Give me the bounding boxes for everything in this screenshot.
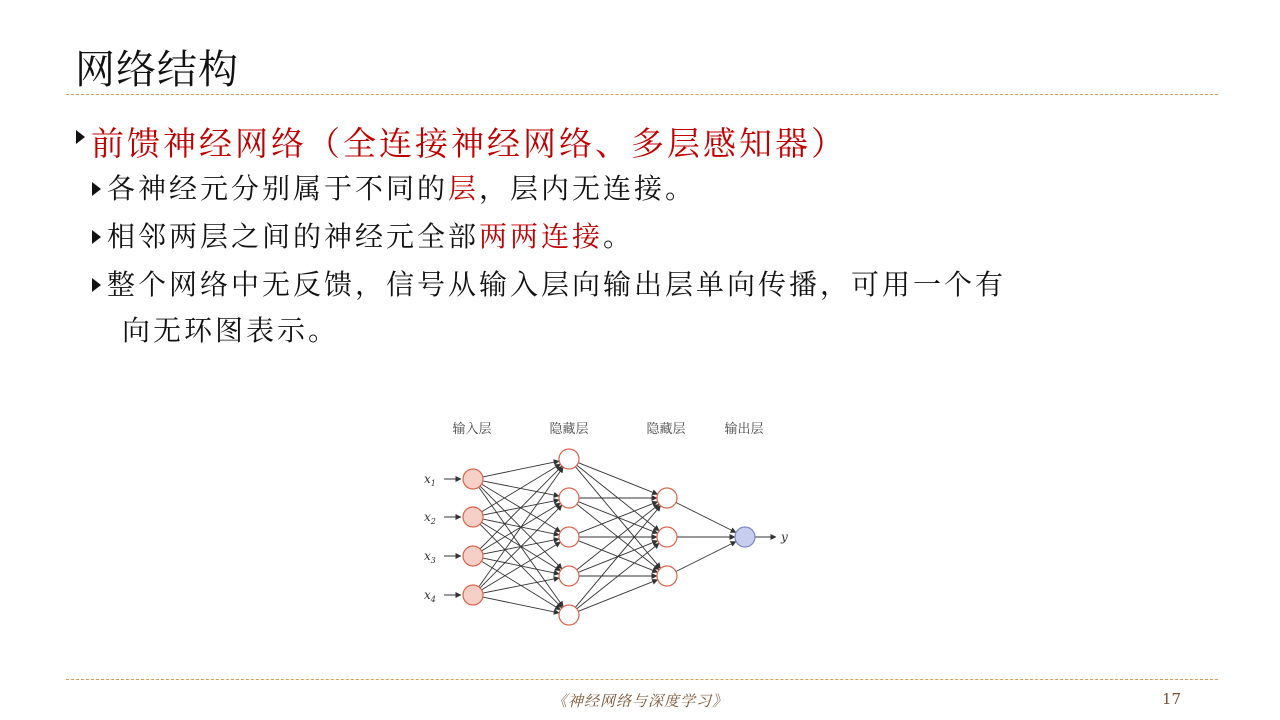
connection-edge bbox=[483, 481, 559, 496]
title-divider bbox=[66, 94, 1218, 95]
bullet-layers-post: ，层内无连接。 bbox=[479, 172, 697, 205]
hidden-neuron bbox=[559, 449, 579, 469]
layer-label: 隐藏层 bbox=[549, 422, 589, 437]
output-neuron bbox=[735, 527, 755, 547]
connection-edge bbox=[577, 465, 659, 531]
bullet-connection-post: 。 bbox=[603, 220, 635, 253]
bullet-no-feedback-line2: 向无环图表示。 bbox=[122, 314, 340, 347]
bullet-triangle-icon bbox=[76, 130, 85, 144]
input-neuron bbox=[463, 546, 483, 566]
bullet-layers-pre: 各神经元分别属于不同的 bbox=[107, 172, 449, 205]
layer-label: 隐藏层 bbox=[646, 422, 686, 437]
input-neuron bbox=[463, 469, 483, 489]
connection-edge bbox=[482, 503, 561, 551]
connection-edge bbox=[479, 487, 563, 607]
slide-title: 网络结构 bbox=[75, 47, 239, 93]
bullet-connection-pre: 相邻两层之间的神经元全部 bbox=[107, 220, 480, 253]
bullet-layers-emphasis: 层 bbox=[448, 172, 480, 205]
connection-edge bbox=[482, 464, 561, 512]
connection-edge bbox=[577, 543, 659, 609]
bullet-layers bbox=[92, 166, 1212, 212]
input-variable-label: $x_4$ bbox=[424, 588, 436, 604]
connection-edge bbox=[578, 463, 657, 495]
connection-edge bbox=[480, 505, 562, 588]
bullet-triangle-icon bbox=[92, 230, 101, 244]
bullet-connection-text bbox=[107, 214, 634, 260]
connection-edge bbox=[577, 504, 659, 570]
connection-edge bbox=[575, 506, 660, 608]
connection-edge bbox=[578, 580, 657, 612]
layer-label: 输入层 bbox=[452, 422, 492, 437]
connection-edge bbox=[480, 486, 562, 569]
connection-edge bbox=[676, 502, 736, 532]
hidden-neuron bbox=[559, 488, 579, 508]
connection-edge bbox=[479, 467, 563, 587]
connection-edge bbox=[482, 561, 561, 610]
bullet-triangle-icon bbox=[92, 182, 101, 196]
connection-edge bbox=[482, 484, 561, 532]
connection-edge bbox=[480, 524, 562, 608]
connection-edge bbox=[578, 502, 657, 534]
input-variable-label: $x_1$ bbox=[424, 472, 436, 488]
bullet-connection-emphasis: 两两连接 bbox=[479, 220, 604, 253]
connection-edge bbox=[482, 542, 561, 590]
hidden-neuron bbox=[559, 605, 579, 625]
bullet-layers-text bbox=[107, 166, 696, 212]
output-variable-label: y bbox=[781, 530, 788, 544]
connection-edge bbox=[483, 597, 559, 613]
connection-edge bbox=[575, 467, 660, 569]
bullet-full-connection bbox=[92, 214, 1212, 260]
connection-edge bbox=[577, 504, 659, 570]
connection-edge bbox=[480, 466, 562, 549]
input-neuron bbox=[463, 507, 483, 527]
connection-edge bbox=[483, 539, 559, 554]
connection-edge bbox=[578, 541, 657, 573]
input-variable-label: $x_2$ bbox=[424, 510, 436, 526]
connection-edge bbox=[483, 500, 559, 515]
bullet-triangle-icon bbox=[92, 278, 101, 292]
connection-edge bbox=[676, 541, 736, 571]
hidden-neuron bbox=[657, 488, 677, 508]
hidden-neuron bbox=[657, 527, 677, 547]
bullet-no-feedback bbox=[92, 262, 1212, 354]
footer-book-title: 《神经网络与深度学习》 bbox=[551, 692, 728, 710]
connection-edge bbox=[483, 558, 559, 574]
connection-edge bbox=[578, 502, 657, 534]
page-number: 17 bbox=[1162, 690, 1182, 708]
connection-edge bbox=[483, 578, 559, 593]
connection-edge bbox=[483, 461, 559, 477]
connection-edge bbox=[578, 541, 657, 573]
hidden-neuron bbox=[559, 527, 579, 547]
connection-edge bbox=[483, 519, 559, 535]
bullet-feedforward-network bbox=[76, 118, 847, 165]
input-neuron bbox=[463, 585, 483, 605]
hidden-neuron bbox=[657, 566, 677, 586]
footer-divider bbox=[66, 679, 1218, 680]
bullet-no-feedback-line1: 整个网络中无反馈，信号从输入层向输出层单向传播，可用一个有 bbox=[107, 268, 1007, 301]
input-variable-label: $x_3$ bbox=[424, 549, 436, 565]
bullet-no-feedback-text bbox=[107, 262, 1006, 354]
connection-edge bbox=[482, 522, 561, 571]
bullet-main-text: 前馈神经网络（全连接神经网络、多层感知器） bbox=[91, 124, 847, 163]
hidden-neuron bbox=[559, 566, 579, 586]
layer-label: 输出层 bbox=[724, 422, 764, 437]
